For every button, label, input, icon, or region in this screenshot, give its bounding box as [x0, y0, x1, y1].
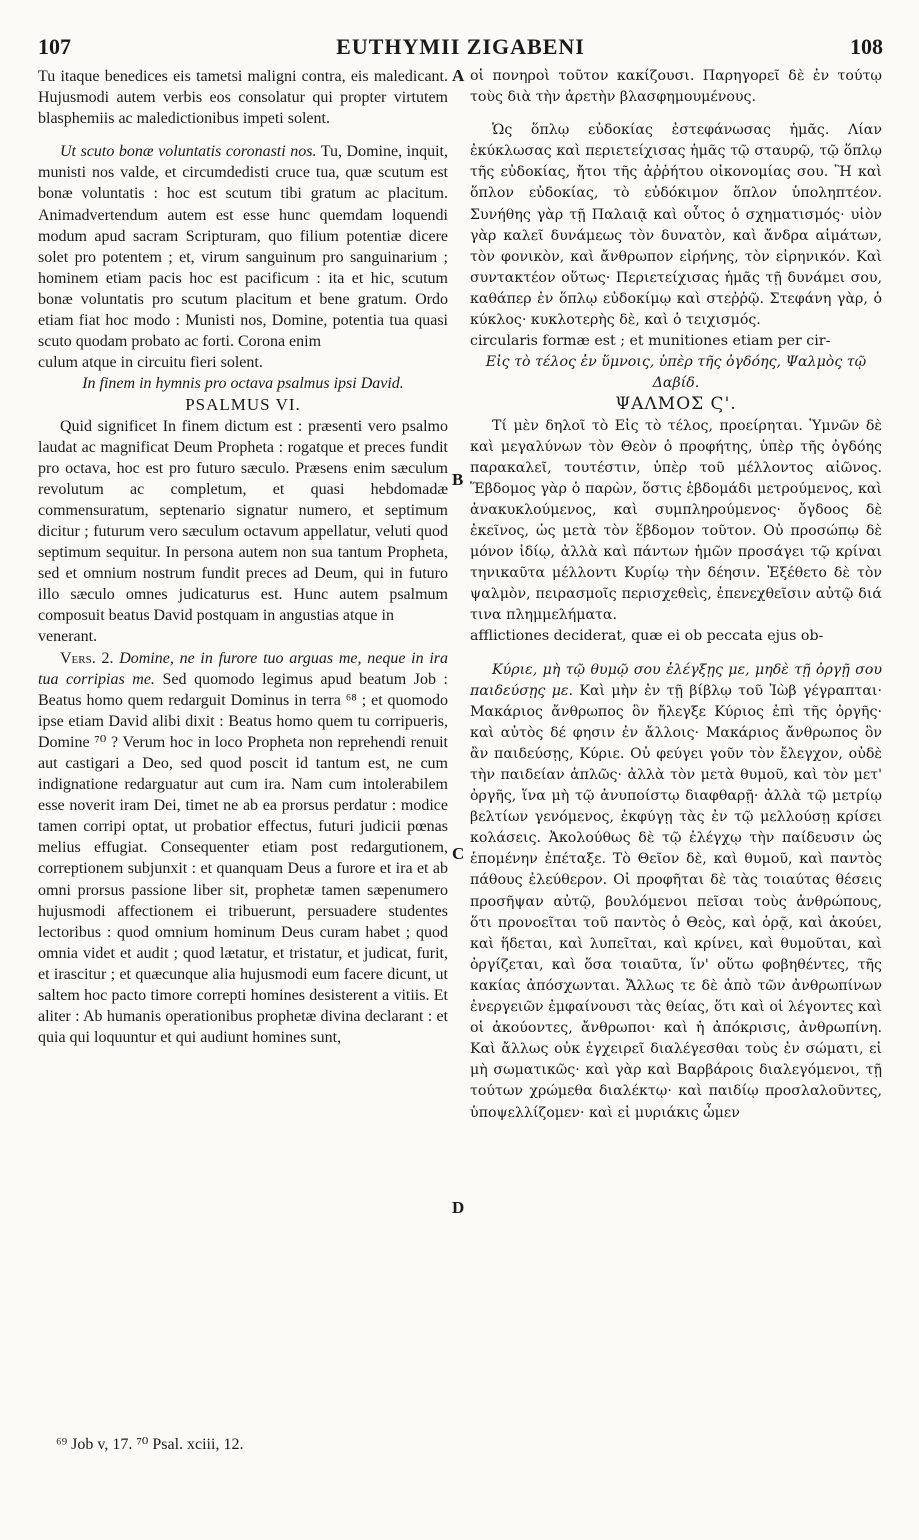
latin-column: [38, 66, 448, 1048]
greek-commentary: Καὶ μὴν ἐν τῇ βίβλῳ τοῦ Ἰὼβ γέγραπται· Μακάριος ἄνθρωπος ὃν ἤλεγξε Κύριος ἐπὶ τῆς ὀργῆς· καὶ αὐτὸς δέ φησιν ἐν ἄλλοις· Μακάριος ἄνθρωπος ὃν ἂν παιδεύσῃς, Κύριε. Οὐ φεύγει γοῦν τὸν ἔλεγχον, οὐδὲ τὴν παιδείαν ἁπλῶς· ἀλλὰ τὸν μετὰ θυμοῦ, καὶ τὸν μετ' ὀργῆς, ἵνα μὴ τῷ ἀνυποίστῳ διαφθαρῇ· ἀλλὰ τῷ μετρίῳ βελτίων γενόμενος, ἐκφύγῃ τὰς ἐν τῷ μελλούσῃ κρίσει κολάσεις. Ἀκολούθως δὲ τῷ ἐλέγχῳ τὴν παίδευσιν ὡς ἑπομένην ἐπέταξε. Τὸ Θεῖον δὲ, καὶ θυμοῦ, καὶ παντὸς πάθους ἐλεύθερον. Οἱ προφῆται δὲ τὰς τοιαύτας θέσεις προσῆψαν αὐτῷ, βουλόμενοι πεῖσαι τοὺς ἀνθρώπους, ὅτι προνοεῖται τοῦ παντὸς ὁ Θεὸς, καὶ ὁρᾷ, καὶ ἀκούει, καὶ ἥδεται, καὶ λυπεῖται, καὶ κρίνει, καὶ θυμοῦται, καὶ ὀργίζεται, καὶ ὅσα τοιαῦτα, ἵν' οὕτω φοβηθέντες, τῆς κακίας ἀπόσχωνται. Ἄλλως τε δὲ ἀπὸ τῶν ἀνθρωπίνων ἐνεργειῶν ἐμφαίνουσι τὰς θείας, ὅτι καὶ οἱ λέγοντες καὶ οἱ ἀκούοντες, ἄνθρωποι· καὶ ἡ ἀπόκρισις, ἀνθρωπίνη. Καὶ ἄλλως οὐκ ἐγχειρεῖ διαλέγεσθαι τοὺς ἐν σώματι, εἰ μὴ σωματικῶς· καὶ γὰρ καὶ Βαρβάροις διαλεγόμενοι, τῇ τούτων χρώμεθα διαλέκτῳ· καὶ παιδίῳ προσλαλοῦντες, ὑποψελλίζομεν· καὶ εἰ μυριάκις ὦμεν: [470, 682, 883, 1121]
margin-marker-d: D: [452, 1198, 465, 1217]
latin-paragraph-tail: culum atque in circuitu fieri solent.: [38, 354, 263, 372]
greek-paragraph: Ὡς ὅπλῳ εὐδοκίας ἐστεφάνωσας ἡμᾶς. Λίαν ἐκύκλωσας καὶ περιετείχισας ἡμᾶς τῷ σταυρῷ, τῷ ὅπλῳ τῆς εὐδοκίας, ἤτοι τῆς ἀῤῥήτου οἰκονομίας σου. Ἢ καὶ ὅπλον εὐδοκίας, τὸ εὐδόκιμον ὅπλον ὑποληπτέον. Συνήθης γὰρ τῇ Παλαιᾷ καὶ οὗτος ὁ σχηματισμός· υἱὸν γὰρ καλεῖ δυνάμεως τὸν δυνατὸν, καὶ ἄνδρα αἱμάτων, τὸν φονικὸν, καὶ ἄνθρωπον εἰρήνης, τὸν εἰρηνικόν. Καὶ συντακτέον οὕτως· Περιετείχισας ἡμᾶς τῇ δυνάμει σου, καθάπερ ἐν ὅπλῳ εὐδοκίμῳ καὶ στεῤῥῷ. Στεφάνη γὰρ, ὁ κύκλος· κυκλοτερὴς δὲ, καὶ ὁ τειχισμός.: [470, 122, 882, 329]
page-number-right: 108: [850, 34, 883, 59]
greek-verse: Κύριε, μὴ τῷ θυμῷ σου ἐλέγξῃς με, μηδὲ τῇ ὀργῇ σου παιδεύσῃς με.: [470, 661, 882, 699]
latin-verse: Domine, ne in furore tuo arguas me, neque in ira tua corripias me.: [38, 649, 449, 688]
latin-psalm-title: In finem in hymnis pro octava psalmus ipsi David.: [82, 375, 404, 393]
margin-marker-b: B: [452, 470, 464, 489]
latin-psalm-heading: PSALMUS VI.: [185, 395, 301, 415]
latin-paragraph-tail: circularis formæ est ; et munitiones etiam per cir-: [470, 333, 831, 350]
latin-paragraph-tail: afflictiones deciderat, quæ ei ob peccata ejus ob-: [470, 628, 824, 645]
latin-paragraph: [38, 141, 448, 352]
footnote: ⁶⁹ Job v, 17. ⁷⁰ Psal. xciii, 12.: [56, 1436, 244, 1453]
greek-column: [470, 66, 882, 1124]
greek-paragraph: οἱ πονηροὶ τοῦτον κακίζουσι. Παρηγορεῖ δὲ ἐν τούτῳ τοὺς διὰ τὴν ἀρετὴν βλασφημουμένους.: [470, 68, 882, 106]
greek-paragraph: [470, 660, 882, 1124]
greek-psalm-heading: ΨΑΛΜΟΣ Ϛ'.: [615, 394, 737, 415]
margin-marker-a: A: [452, 66, 465, 85]
latin-verse: Ut scuto bonæ voluntatis coronasti nos.: [60, 143, 317, 161]
greek-psalm-title: Εἰς τὸ τέλος ἐν ὕμνοις, ὑπὲρ τῆς ὀγδόης, Ψαλμὸς τῷ Δαβίδ.: [485, 354, 867, 392]
greek-paragraph: Τί μὲν δηλοῖ τὸ Εἰς τὸ τέλος, προείρηται. Ὑμνῶν δὲ καὶ μεγαλύνων τὸν Θεὸν ὁ προφήτης, ὑπὲρ τῆς ὀγδόης παρακαλεῖ, τουτέστιν, ὑπὲρ τοῦ μέλλοντος αἰῶνος. Ἕβδομος γὰρ ὁ παρὼν, ὅστις ἑβδομάδι μετρούμενος, καὶ ἀνακυκλούμενος, καὶ συμπληρούμενος· ὄγδοος δὲ ἐκεῖνος, ὡς μετὰ τὸν ἕβδομον τοῦτον. Οὐ προσώπῳ δὲ μόνον ἰδίῳ, ἀλλὰ καὶ πάντων ἡμῶν προσάγει τῷ κρίναι τηνικαῦτα μέλλοντι Κυρίῳ τὴν δέησιν. Ἐξέθετο δὲ τὸν ψαλμὸν, πειρασμοῖς περισχεθεὶς, ἐπενεχθεῖσιν αὐτῷ διά τινα πλημμελήματα.: [470, 417, 882, 624]
latin-commentary: Sed quomodo legimus apud beatum Job : Beatus homo quem redarguit Dominus in terra ⁶⁸ ; et quomodo ipse etiam David alibi dixit : Beatus homo quem tu corripueris, Domine ⁷⁰ ? Verum hoc in loco Propheta non reprehendi renuit aut castigari a Deo, sed quod poscit id tantum est, ne cum indignatione redarguatur aut cum ira. Nam cum intolerabilem esse noverit iram Dei, timet ne ab ea prorsus perdatur : modice tamen corripi optat, ut probatior effectus, futuri judicii pœnas melius effugiat. Consequenter etiam post redargutionem, correptionem subjunxit : et quanquam Deus a furore et ira et ab omni prorsus passione liber sit, prophetæ tamen sæpenumero hujusmodi affectionem ei tribuerunt, persuadere studentes lectoribus : quod omnium hominum Deus curam habet ; quod omnia videt et audit ; quod lætatur, et tristatur, et judicat, furit, et irascitur ; et quæcunque alia hujusmodi eum facere dicunt, ut saltem hoc pacto timore correpti homines desisterent a vitiis. Et aliter : Ab humanis operationibus prophetæ divina declarant : et quia qui loquuntur et qui audiunt homines sunt,: [38, 670, 448, 1047]
latin-paragraph: Tu itaque benedices eis tametsi maligni contra, eis maledicant. Hujusmodi autem verbis eos consolatur qui propter virtutem blasphemiis ac maledictionibus impeti solent.: [38, 68, 448, 128]
latin-paragraph: [38, 648, 448, 1049]
latin-paragraph-tail: venerant.: [38, 628, 98, 646]
running-title: EUTHYMII ZIGABENI: [336, 34, 585, 59]
verse-label: Vers. 2.: [60, 649, 114, 667]
latin-commentary: Tu, Domine, inquit, munisti nos valde, et circumdedisti cruce tua, quæ scutum est bonæ voluntatis : hoc est scutum tibi gratum ac placitum. Animadvertendum autem est esse hunc quemdam loquendi modum apud sacram Scripturam, quo filium potentiæ dicere solet pro potentem ; et, virum sanguinum pro sanguinarium ; hominem etiam pacis hoc est pacificum : ita et hic, scutum bonæ voluntatis pro scutum placitum et bene gratum. Ordo etiam fiat hoc modo : Munisti nos, Domine, potentia tua quasi scuto quodam probato ac forti. Corona enim: [38, 143, 448, 351]
margin-marker-c: C: [452, 844, 465, 863]
page-number-left: 107: [38, 34, 71, 59]
latin-paragraph: Quid significet In finem dictum est : præsenti vero psalmo laudat ac magnificat Deum Propheta : rogatque et preces fundit pro octava, hoc est pro futuro sæculo. Præsens enim sæculum revolutum ac completum, et quasi hebdomadæ commensuratum, septenario signatur numero, et septimum dicitur ; futurum vero sæculum octavum appellatur, veluti quod septimum sequitur. In persona autem non sua tantum Propheta, sed et omnium nostrum fundit preces ad Deum, qui in futuro illo sæculo omnes judicaturus est. Hunc autem psalmum composuit beatus David postquam in angustias atque in: [38, 417, 448, 625]
running-header: [38, 34, 883, 62]
